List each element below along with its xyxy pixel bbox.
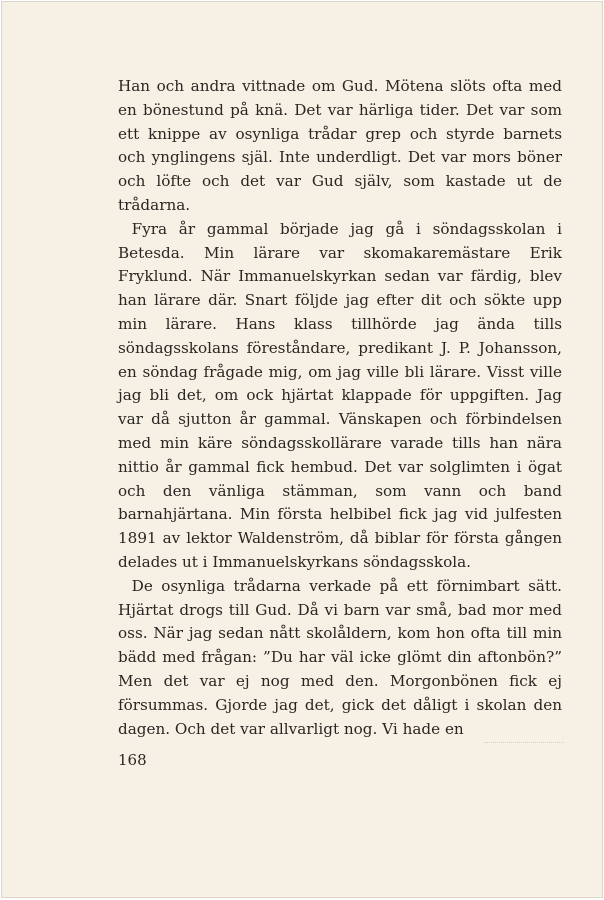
print-smudge [484, 742, 564, 747]
paragraph-1: Han och andra vittnade om Gud. Mötena slöts ofta med en bönestund på knä. Det var härliga tider. Det var som ett knippe av osynliga trådar grep och styrde barnets och ynglingens själ. Inte underdligt. Det var mors böner och löfte och det var Gud själv, som kastade ut de trådarna. [118, 77, 562, 214]
page-number: 168 [118, 751, 147, 769]
body-text [118, 75, 562, 741]
paragraph-3: De osynliga trådarna verkade på ett förnimbart sätt. Hjärtat drogs till Gud. Då vi barn var små, bad mor med oss. När jag sedan nått skolåldern, kom hon ofta till min bädd med frågan: ”Du har väl icke glömt din aftonbön?” Men det var ej nog med den. Morgonbönen fick ej försummas. Gjorde jag det, gick det dåligt i skolan den dagen. Och det var allvarligt nog. Vi hade en [118, 576, 562, 738]
book-page [1, 1, 603, 898]
paragraph-2: Fyra år gammal började jag gå i söndagsskolan i Betesda. Min lärare var skomakaremästare Erik Fryklund. När Immanuelskyrkan sedan var färdig, blev han lärare där. Snart följde jag efter dit och sökte upp min lärare. Hans klass tillhörde jag ända tills söndagsskolans föreståndare, predikant J. P. Johansson, en söndag frågade mig, om jag ville bli lärare. Visst ville jag bli det, om ock hjärtat klappade för uppgiften. Jag var då sjutton år gammal. Vänskapen och förbindelsen med min käre söndagsskollärare varade tills han nära nittio år gammal fick hembud. Det var solglimten i ögat och den vänliga stämman, som vann och band barnahjärtana. Min första helbibel fick jag vid julfesten 1891 av lektor Waldenström, då biblar för första gången delades ut i Immanuelskyrkans söndagsskola. [118, 219, 562, 571]
